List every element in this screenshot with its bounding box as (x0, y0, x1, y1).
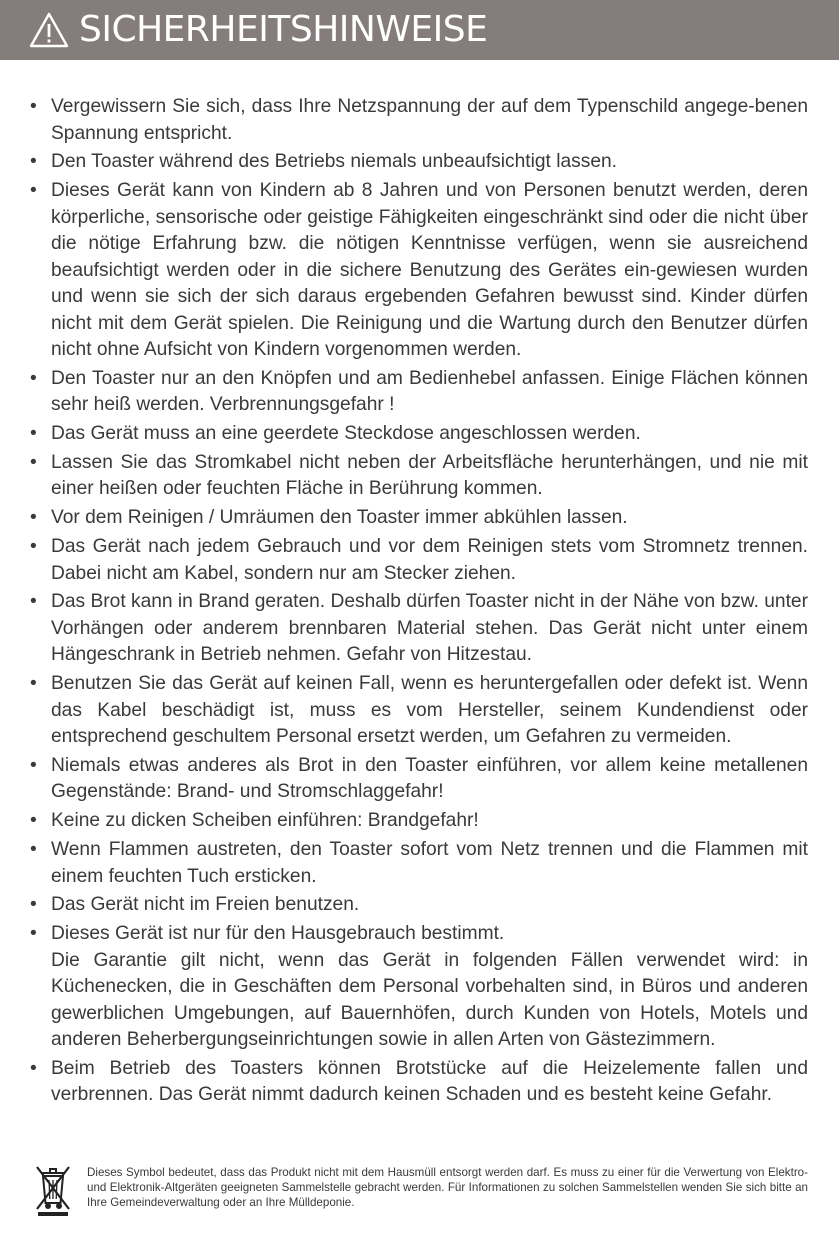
header-bar (0, 0, 839, 60)
list-item (30, 421, 808, 448)
list-item (30, 178, 808, 364)
bullet: • (30, 507, 37, 529)
list-item (30, 808, 808, 835)
list-item (30, 1056, 808, 1109)
list-item (30, 892, 808, 919)
disposal-footer (30, 1159, 808, 1221)
page-title: SICHERHEITSHINWEISE (79, 9, 488, 50)
list-item (30, 921, 808, 1054)
item-text: Wenn Flammen austreten, den Toaster sofort vom Netz trennen und die Flammen mit einem feuchten Tuch ersticken. (51, 839, 808, 887)
disposal-note: Dieses Symbol bedeutet, dass das Produkt nicht mit dem Hausmüll entsorgt werden darf. Es muss zu einer für die Verwertung von Elektro- und Elektronik-Altgeräten geeigneten Sammelstelle gebracht werden. Für Informationen zu solchen Sammelstellen wenden Sie sich bitte an Ihre Gemeindeverwaltung oder an Ihre Mülldeponie. (87, 1166, 808, 1210)
crossed-out-wheelie-bin-icon (32, 1161, 74, 1217)
bullet: • (30, 810, 37, 832)
item-text: Das Gerät nach jedem Gebrauch und vor dem Reinigen stets vom Stromnetz trennen. Dabei nicht am Kabel, sondern nur am Stecker ziehen. (51, 536, 808, 584)
list-item (30, 505, 808, 532)
list-item (30, 671, 808, 751)
list-item (30, 366, 808, 419)
bullet: • (30, 180, 37, 202)
item-text: Dieses Gerät ist nur für den Hausgebrauch bestimmt. (51, 923, 505, 945)
bullet: • (30, 923, 37, 945)
list-item (30, 94, 808, 147)
item-text: Beim Betrieb des Toasters können Brotstücke auf die Heizelemente fallen und verbrennen. Das Gerät nimmt dadurch keinen Schaden und es besteht keine Gefahr. (51, 1057, 808, 1106)
list-item (30, 589, 808, 669)
bullet: • (30, 536, 37, 558)
bullet: • (30, 754, 37, 776)
item-text: Das Brot kann in Brand geraten. Deshalb dürfen Toaster nicht in der Nähe von bzw. unter Vorhängen oder anderem brennbaren Material stehen. Das Gerät nicht unter einem Hängeschrank in Betrieb nehmen. Gefahr von Hitzestau. (51, 591, 808, 666)
bullet: • (30, 367, 37, 389)
item-text: Den Toaster nur an den Knöpfen und am Bedienhebel anfassen. Einige Flächen können sehr heiß werden. Verbrennungsgefahr ! (51, 367, 808, 416)
item-text: Benutzen Sie das Gerät auf keinen Fall, wenn es heruntergefallen oder defekt ist. Wenn das Kabel beschädigt ist, muss es vom Hersteller, seinem Kundendienst oder entsprechend geschultem Personal ersetzt werden, um Gefahren zu vermeiden. (51, 673, 808, 748)
warning-triangle-icon (29, 12, 69, 48)
list-item (30, 149, 808, 176)
bullet: • (30, 96, 37, 117)
item-text: Lassen Sie das Stromkabel nicht neben der Arbeitsfläche herunterhängen, und nie mit einer heißen oder feuchten Fläche in Berührung kommen. (51, 451, 808, 500)
list-item (30, 534, 808, 587)
bullet: • (30, 1057, 37, 1079)
list-item (30, 450, 808, 503)
item-text: Niemals etwas anderes als Brot in den Toaster einführen, vor allem keine metallenen Gegenstände: Brand- und Stromschlaggefahr! (51, 754, 808, 803)
item-text: Vor dem Reinigen / Umräumen den Toaster immer abkühlen lassen. (51, 507, 628, 529)
item-text: Das Gerät muss an eine geerdete Steckdose angeschlossen werden. (51, 423, 641, 445)
bullet: • (30, 673, 37, 695)
safety-instructions-list (30, 94, 808, 1111)
list-item (30, 837, 808, 890)
item-text: Keine zu dicken Scheiben einführen: Brandgefahr! (51, 810, 479, 832)
item-text: Dieses Gerät kann von Kindern ab 8 Jahren und von Personen benutzt werden, deren körperliche, sensorische oder geistige Fähigkeiten eingeschränkt sind oder die nicht über die nötige Erfahrung bzw. die nötigen Kenntnisse verfügen, wenn sie ausreichend beaufsichtigt werden oder in die sichere Benutzung des Gerätes ein-gewiesen wurden und wenn sie sich der sich daraus ergebenden Gefahren bewusst sind. Kinder dürfen nicht mit dem Gerät spielen. Die Reinigung und die Wartung durch den Benutzer dürfen nicht ohne Aufsicht von Kindern vorgenommen werden. (51, 180, 808, 361)
bullet: • (30, 591, 37, 613)
bullet: • (30, 839, 37, 861)
warranty-note: Die Garantie gilt nicht, wenn das Gerät in folgenden Fällen verwendet wird: in Küchenecken, die in Geschäften dem Personal vorbehalten sind, in Büros und anderen gewerblichen Umgebungen, auf Bauernhöfen, durch Kunden von Hotels, Motels und anderen Beherbergungseinrichtungen sowie in allen Arten von Gästezimmern. (51, 949, 808, 1051)
bullet: • (30, 423, 37, 445)
item-text: Den Toaster während des Betriebs niemals unbeaufsichtigt lassen. (51, 151, 618, 173)
item-text: Das Gerät nicht im Freien benutzen. (51, 894, 360, 916)
item-text: Vergewissern Sie sich, dass Ihre Netzspannung der auf dem Typenschild angege-benen Spannung entspricht. (51, 96, 808, 144)
list-item (30, 753, 808, 806)
bullet: • (30, 451, 37, 473)
bullet: • (30, 894, 37, 916)
bullet: • (30, 151, 37, 173)
